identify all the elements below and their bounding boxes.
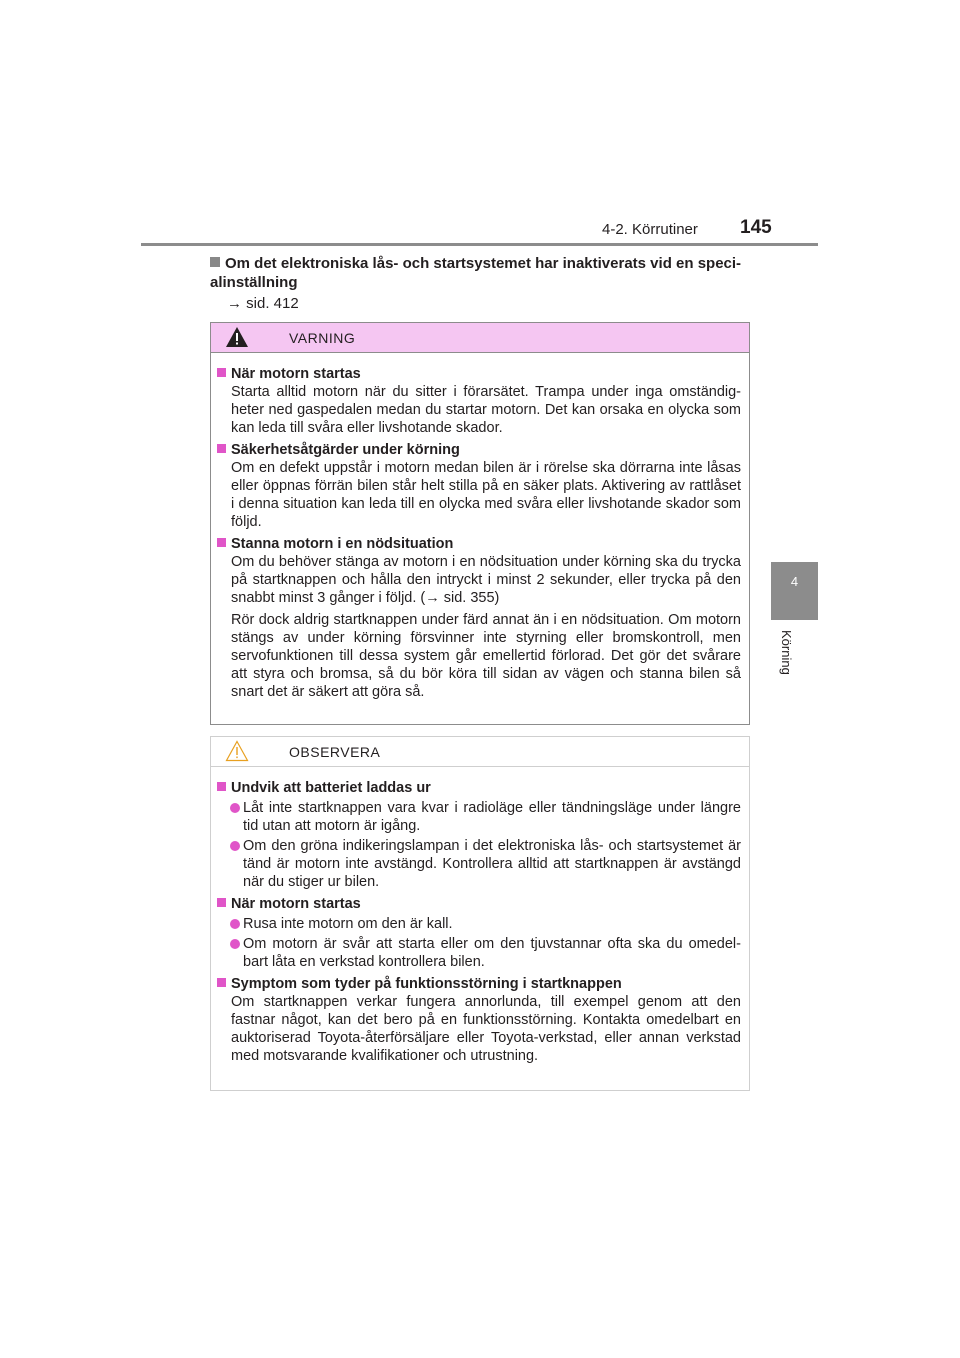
observe-bullet: Rusa inte motorn om den är kall. xyxy=(217,915,741,933)
warning-paragraph: Rör dock aldrig startknappen under färd annat än i en nödsituation. Om motorn stängs av under körning försvinner inte styrning eller bromskontroll, men servofunktionen till dessa system går emellertid förlorad. Det gör det svårare att styra och bromsa, så du bör köra till sidan av vägen och stanna bilen så snart det är säkert att göra så. xyxy=(231,612,741,700)
intro-heading-text: Om det elektroniska lås- och startsystemet har inaktiverats vid en speci- alinställning xyxy=(210,255,742,291)
square-bullet-icon xyxy=(217,538,226,547)
intro-reference: → sid. 412 xyxy=(227,295,299,312)
chapter-label xyxy=(764,630,824,690)
warning-item xyxy=(217,365,741,437)
warning-item-heading: Säkerhetsåtgärder under körning xyxy=(231,442,460,458)
observe-bullet: Om den gröna indikeringslampan i det elektroniska lås- och startsystemet är tänd är motorn inte avstängd. Kontrollera alltid att startknappen är avstängd när du stiger ur bilen. xyxy=(217,837,741,891)
intro-section xyxy=(210,254,755,313)
chapter-number: 4 xyxy=(790,574,799,589)
chapter-label-text: Körning xyxy=(779,630,794,675)
observe-paragraph: Om startknappen verkar fungera annorlunda, till exempel genom att den fastnar något, kan det bero på en funktionsstörning. Kontakta omedelbart en auktoriserad Toyota-återförsäljare eller Toyota-verkstad, eller annan verkstad med motsvarande kvalifikationer och utrustning. xyxy=(231,994,741,1064)
warning-title: VARNING xyxy=(289,330,356,346)
dot-bullet-icon xyxy=(230,919,240,929)
square-bullet-icon xyxy=(217,898,226,907)
observe-item-heading: Symptom som tyder på funktionsstörning i startknappen xyxy=(231,976,622,992)
observe-item-heading: Undvik att batteriet laddas ur xyxy=(231,780,431,796)
warning-item-heading: När motorn startas xyxy=(231,366,361,382)
warning-box xyxy=(210,322,750,725)
warning-paragraph: Om en defekt uppstår i motorn medan bilen är i rörelse ska dörrarna inte låsas eller öppnas förrän bilen står helt stilla på en säker plats. Aktivering av rattlåset i denna situation kan leda till en olycka med svåra eller livshotande skador som följd. xyxy=(231,460,741,530)
warning-item xyxy=(217,535,741,701)
square-bullet-icon xyxy=(217,444,226,453)
observe-bullet: Om motorn är svår att starta eller om den tjuvstannar ofta ska du omedel- bart låta en verkstad kontrollera bilen. xyxy=(217,935,741,971)
square-bullet-icon xyxy=(217,782,226,791)
chapter-tab xyxy=(771,562,818,620)
square-bullet-icon xyxy=(210,257,220,267)
header-rule xyxy=(141,243,818,246)
warning-item-heading: Stanna motorn i en nödsituation xyxy=(231,536,454,552)
intro-heading xyxy=(210,254,755,292)
observe-item xyxy=(217,895,741,971)
square-bullet-icon xyxy=(217,368,226,377)
caution-triangle-icon xyxy=(225,740,249,762)
warning-item xyxy=(217,441,741,531)
warning-paragraph: Om du behöver stänga av motorn i en nödsituation under körning ska du trycka på startknappen och hålla den intryckt i minst 2 sekunder, eller trycka på den snabbt minst 3 gånger i följd. (→ sid. 355) xyxy=(231,554,741,606)
observe-body xyxy=(211,767,749,1065)
observe-item xyxy=(217,975,741,1065)
observe-header xyxy=(211,737,749,767)
warning-paragraph: Starta alltid motorn när du sitter i förarsätet. Trampa under inga omständig- heter ned gaspedalen medan du startar motorn. Det kan orsaka en olycka som kan leda till svåra eller livshotande skador. xyxy=(231,384,741,436)
observe-item-heading: När motorn startas xyxy=(231,896,361,912)
dot-bullet-icon xyxy=(230,803,240,813)
warning-body xyxy=(211,353,749,701)
observe-title: OBSERVERA xyxy=(289,744,381,760)
observe-box xyxy=(210,736,750,1091)
dot-bullet-icon xyxy=(230,939,240,949)
dot-bullet-icon xyxy=(230,841,240,851)
square-bullet-icon xyxy=(217,978,226,987)
page-number: 145 xyxy=(740,217,772,238)
warning-triangle-icon xyxy=(225,326,249,348)
observe-bullet: Låt inte startknappen vara kvar i radioläge eller tändningsläge under längre tid utan att motorn är igång. xyxy=(217,799,741,835)
warning-header xyxy=(211,323,749,353)
observe-item xyxy=(217,779,741,891)
section-title: 4-2. Körrutiner xyxy=(602,221,698,238)
